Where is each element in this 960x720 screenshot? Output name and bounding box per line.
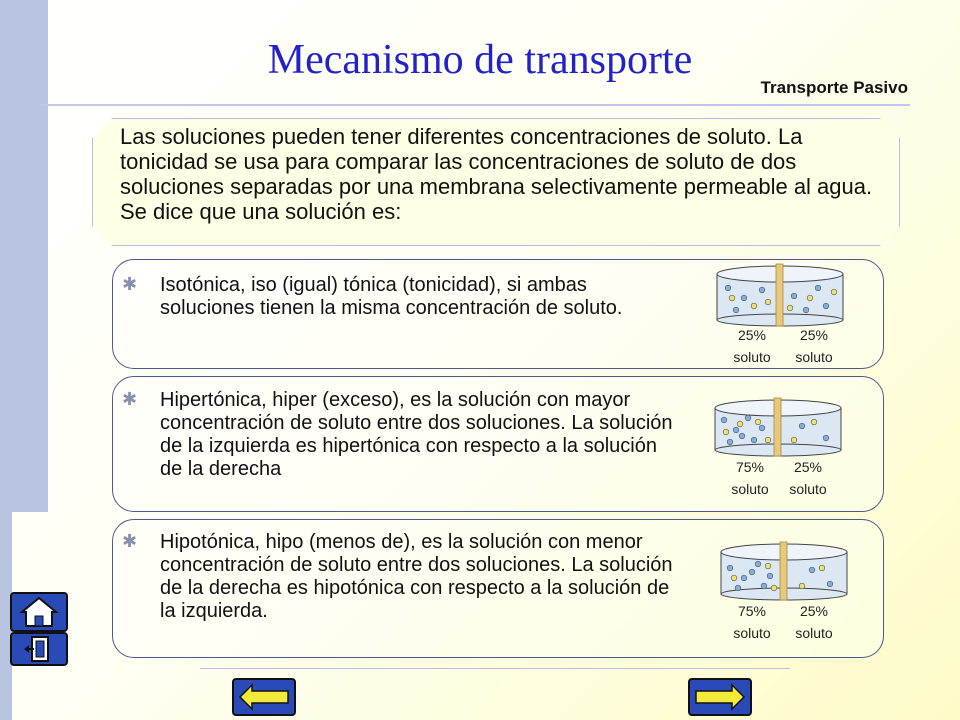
isotonic-right-label: 25% soluto [795,327,833,365]
isotonic-text: Isotónica, iso (igual) tónica (tonicidad), si ambas soluciones tienen la misma concentración de soluto. [160,274,623,319]
exit-button[interactable] [10,632,68,666]
hypertonic-right-label: 25% soluto [789,459,827,497]
beaker-hypertonic-illustration [712,396,844,458]
hypertonic-text: Hipertónica, hiper (exceso), es la solución con mayor concentración de soluto entre dos soluciones. La solución de la izquierda es hipertónica con respecto a la solución de la derecha [160,389,673,480]
isotonic-left-label: 25% soluto [733,327,771,365]
hypotonic-left-label: 75% soluto [733,603,771,641]
left-accent-bar [0,0,48,512]
previous-slide-button[interactable] [232,678,296,716]
beaker-hypotonic-illustration [718,540,850,602]
next-slide-button[interactable] [688,678,752,716]
intro-text: Las soluciones pueden tener diferentes concentraciones de soluto. La tonicidad se usa para comparar las concentraciones de soluto de dos soluciones separadas por una membrana selectivamente permeable al agua. Se dice que una solución es: [120,124,873,224]
home-button[interactable] [10,592,68,632]
hypotonic-right-label: 25% soluto [795,603,833,641]
bullet-icon: ✱ [122,274,138,294]
footer-divider [200,668,790,669]
bullet-icon: ✱ [122,389,138,409]
title-divider [40,104,910,106]
bullet-icon: ✱ [122,531,138,551]
beaker-isotonic-illustration [714,262,846,328]
home-icon [12,594,66,630]
hypotonic-text: Hipotónica, hipo (menos de), es la solución con menor concentración de soluto entre dos soluciones. La solución de la derecha es hipotónica con respecto a la solución de la izquierda. [160,531,673,622]
hypertonic-left-label: 75% soluto [731,459,769,497]
page-title: Mecanismo de transporte [267,37,693,83]
exit-door-icon [12,634,66,664]
section-subtitle: Transporte Pasivo [760,78,908,97]
